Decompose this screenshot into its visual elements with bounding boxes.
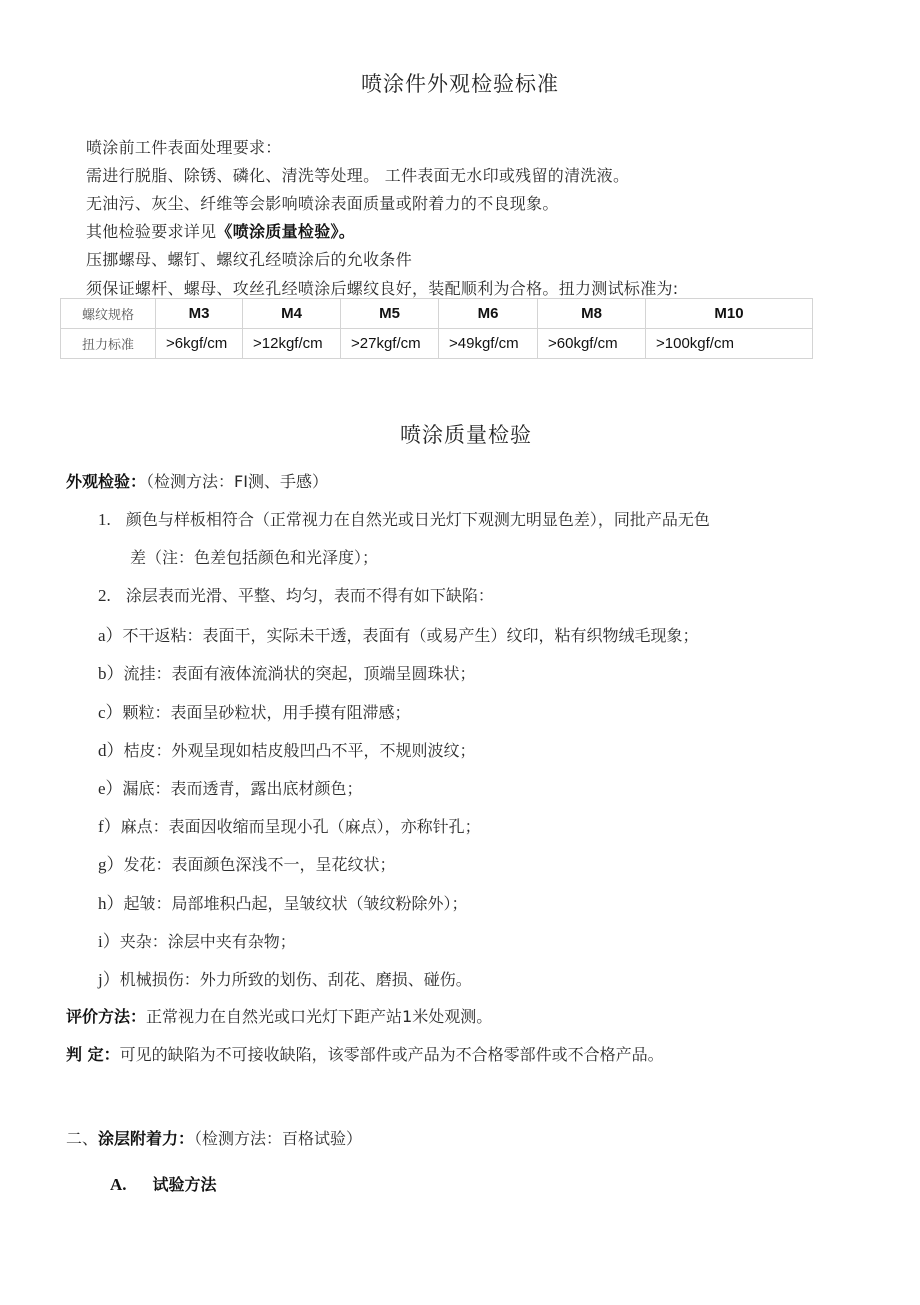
table-row-label: 扭力标准: [61, 329, 156, 359]
defect-item: [98, 774, 363, 799]
intro-line-4-text: 其他检验要求详见: [86, 222, 217, 241]
defect-item: [98, 698, 411, 723]
adhesion-prefix: 二、: [66, 1129, 99, 1148]
defect-mark: g）: [98, 855, 124, 874]
table-cell: M6: [439, 299, 538, 329]
judgement-text: 可见的缺陷为不可接收缺陷，该零部件或产品为不合格零部件或不合格产品。: [119, 1045, 664, 1064]
defect-item: [98, 812, 481, 837]
evaluation-method: [66, 1004, 492, 1027]
defect-text: 不干返粘：表面干，实际未干透，表面有（或易产生）纹印，粘有织物绒毛现象；: [122, 626, 699, 645]
torque-table: [60, 298, 813, 359]
table-cell: M10: [646, 299, 813, 329]
adhesion-method: （检测方法：百格试验）: [194, 1129, 363, 1148]
appearance-heading-label: 外观检验：: [66, 472, 147, 491]
defect-item: [98, 850, 396, 875]
list-item: [98, 583, 494, 606]
defect-text: 机械损伤：外力所致的划伤、刮花、磨损、碰伤。: [119, 970, 472, 989]
defect-mark: c）: [98, 703, 123, 722]
defect-text: 流挂：表面有液体流淌状的突起，顶端呈圆珠状；: [123, 664, 476, 683]
subsection-heading: [110, 1172, 217, 1195]
quality-inspection-reference: 《喷涂质量检验》。: [216, 222, 356, 241]
section-title: 喷涂质量检验: [400, 423, 532, 447]
appearance-heading: [66, 469, 328, 492]
defect-mark: b）: [98, 664, 124, 683]
defect-mark: d）: [98, 741, 124, 760]
defect-item: [98, 621, 699, 646]
table-row-label: 螺纹规格: [61, 299, 156, 329]
table-cell: >6kgf/cm: [156, 329, 243, 359]
table-cell: >12kgf/cm: [243, 329, 341, 359]
defect-mark: e）: [98, 779, 123, 798]
defect-item: [98, 659, 476, 684]
table-cell: >27kgf/cm: [341, 329, 439, 359]
appearance-heading-method: （检测方法：FI测、手感）: [146, 472, 328, 491]
item-text-continued: 差（注：色差包括颜色和光泽度）；: [130, 548, 379, 567]
defect-item: [98, 927, 296, 952]
intro-line-1: 喷涂前工件表面处理要求：: [86, 138, 282, 157]
subsection-mark: A.: [110, 1175, 127, 1194]
judgement: [66, 1042, 664, 1065]
intro-line-4: [86, 219, 355, 242]
defect-mark: i）: [98, 932, 120, 951]
intro-line-5: 压挪螺母、螺钉、螺纹孔经喷涂后的允收条件: [86, 250, 413, 269]
table-cell: M5: [341, 299, 439, 329]
defect-text: 颗粒：表面呈砂粒状，用手摸有阻滞感；: [122, 703, 411, 722]
intro-line-3: 无油污、灰尘、纤维等会影响喷涂表面质量或附着力的不良现象。: [86, 194, 559, 213]
table-cell: >60kgf/cm: [538, 329, 646, 359]
defect-mark: f）: [98, 817, 121, 836]
table-cell: M3: [156, 299, 243, 329]
defect-item: [98, 965, 472, 990]
defect-text: 夹杂：涂层中夹有杂物；: [119, 932, 296, 951]
judgement-label: 判 定：: [66, 1045, 120, 1064]
subsection-label: 试验方法: [152, 1175, 217, 1194]
intro-line-6: 须保证螺杆、螺母、攻丝孔经喷涂后螺纹良好，装配顺利为合格。扭力测试标准为:: [86, 279, 679, 298]
table-cell: M4: [243, 299, 341, 329]
defect-mark: j）: [98, 970, 120, 989]
intro-line-2: 需进行脱脂、除锈、磷化、清洗等处理。 工件表面无水印或残留的清洗液。: [86, 166, 630, 185]
table-row: [61, 329, 813, 359]
defect-mark: a）: [98, 626, 123, 645]
document-title: 喷涂件外观检验标准: [361, 72, 559, 96]
table-cell: M8: [538, 299, 646, 329]
item-text: 颜色与样板相符合（正常视力在自然光或日光灯下观测尢明显色差），同批产品无色: [125, 510, 710, 529]
table-cell: >49kgf/cm: [439, 329, 538, 359]
defect-item: [98, 736, 476, 761]
defect-text: 麻点：表面因收缩而呈现小孔（麻点），亦称针孔；: [120, 817, 481, 836]
defect-text: 发花：表面颜色深浅不一，呈花纹状；: [123, 855, 396, 874]
item-text: 涂层表而光滑、平整、均匀，表而不得有如下缺陷：: [125, 586, 494, 605]
defect-text: 起皱：局部堆积凸起，呈皱纹状（皱纹粉除外）；: [123, 894, 468, 913]
list-item: [98, 507, 710, 530]
table-cell: >100kgf/cm: [646, 329, 813, 359]
defect-item: [98, 889, 468, 914]
table-row: [61, 299, 813, 329]
item-number: 1.: [98, 510, 111, 529]
defect-mark: h）: [98, 894, 124, 913]
defect-text: 漏底：表而透青，露出底材颜色；: [122, 779, 363, 798]
adhesion-label: 涂层附着力：: [98, 1129, 195, 1148]
evaluation-label: 评价方法：: [66, 1007, 147, 1026]
item-number: 2.: [98, 586, 111, 605]
evaluation-text: 正常视力在自然光或口光灯下距产站1米处观测。: [146, 1007, 493, 1026]
adhesion-heading: [66, 1126, 362, 1149]
defect-text: 桔皮：外观呈现如桔皮般凹凸不平，不规则波纹；: [123, 741, 476, 760]
